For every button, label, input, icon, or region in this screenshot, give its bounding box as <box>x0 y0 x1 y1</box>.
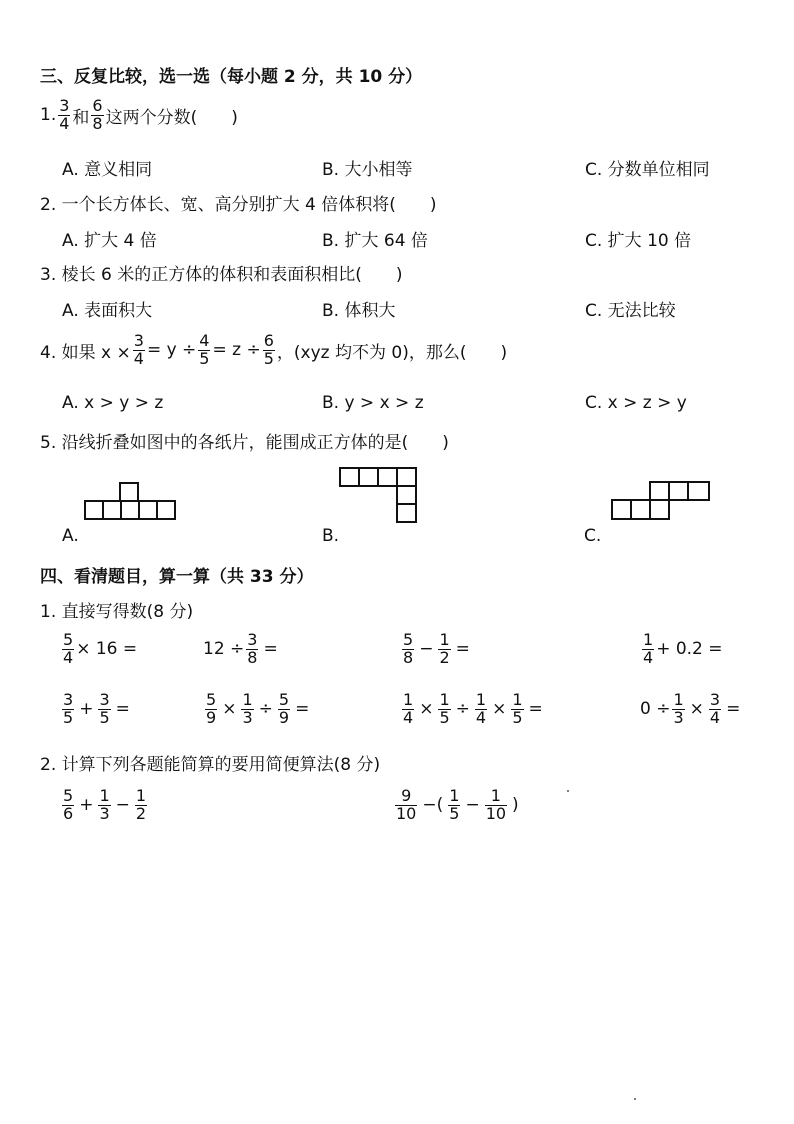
numerator: 3 <box>59 96 70 115</box>
numerator: 1 <box>512 690 523 709</box>
net-square <box>650 500 669 519</box>
denominator: 8 <box>247 647 258 667</box>
denominator: 5 <box>449 803 460 823</box>
q4-option-a[interactable]: A. x > y > z <box>62 393 164 413</box>
expr-pre: 12 ÷ <box>203 639 245 660</box>
denominator: 2 <box>135 803 147 823</box>
q4-option-c[interactable]: C. x > z > y <box>585 393 687 413</box>
denominator: 3 <box>673 707 684 727</box>
numerator: 1 <box>673 690 684 709</box>
denominator: 3 <box>242 707 253 727</box>
section-3-title: 三、反复比较，选一选（每小题 2 分，共 10 分） <box>40 67 423 87</box>
fraction-4-5 <box>198 333 210 368</box>
fraction-3-8 <box>246 632 258 667</box>
fraction-1-3 <box>98 788 110 823</box>
close-paren: ) <box>512 795 519 816</box>
expr-2-2 <box>203 692 312 727</box>
denominator: 6 <box>63 803 74 823</box>
denominator: 2 <box>439 647 450 667</box>
q1-text: 这两个分数( ) <box>105 107 238 128</box>
fraction-6-5 <box>263 333 275 368</box>
denominator: 10 <box>396 803 417 823</box>
minus: − <box>419 639 434 660</box>
fraction-5-4 <box>62 632 74 667</box>
scan-speck <box>567 790 569 792</box>
fraction-5-6 <box>62 788 74 823</box>
numerator: 1 <box>242 690 253 709</box>
net-square <box>669 482 688 500</box>
numerator: 6 <box>92 96 103 115</box>
equals: = <box>455 639 470 660</box>
equals: = <box>115 699 130 720</box>
numerator: 5 <box>63 630 74 649</box>
fraction-1-3 <box>672 692 684 727</box>
net-square <box>85 501 103 519</box>
numerator: 1 <box>643 630 654 649</box>
calc-expr-2 <box>393 788 522 823</box>
minus-open-paren: −( <box>422 795 444 816</box>
denominator: 8 <box>92 113 103 133</box>
expr-rest: + 0.2 = <box>656 639 723 660</box>
q3-option-b[interactable]: B. 体积大 <box>322 301 396 321</box>
minus: − <box>115 795 130 816</box>
denominator: 5 <box>263 348 274 368</box>
denominator: 4 <box>59 113 70 133</box>
q1-option-c[interactable]: C. 分数单位相同 <box>585 160 710 180</box>
q2-option-c[interactable]: C. 扩大 10 倍 <box>585 231 692 251</box>
q5-label-b[interactable]: B. <box>322 526 340 546</box>
denominator: 4 <box>133 348 144 368</box>
numerator: 6 <box>263 331 274 350</box>
denominator: 4 <box>63 647 74 667</box>
denominator: 9 <box>206 707 217 727</box>
divide: ÷ <box>258 699 273 720</box>
numerator: 1 <box>449 786 460 805</box>
q1-option-a[interactable]: A. 意义相同 <box>62 160 153 180</box>
numerator: 1 <box>439 630 450 649</box>
numerator: 9 <box>401 786 412 805</box>
times: × <box>492 699 507 720</box>
q1-option-b[interactable]: B. 大小相等 <box>322 160 413 180</box>
q4-option-b[interactable]: B. y > x > z <box>322 393 424 413</box>
cube-net-b <box>339 467 419 523</box>
fraction-1-5 <box>511 692 523 727</box>
numerator: 3 <box>247 630 258 649</box>
equals: = <box>528 699 543 720</box>
expr-1-3 <box>400 632 473 667</box>
q1-number: 1. <box>40 105 57 126</box>
denominator: 10 <box>485 803 507 823</box>
fraction-1-2 <box>438 632 450 667</box>
equals: = <box>295 699 310 720</box>
equals: = <box>726 699 741 720</box>
divide: ÷ <box>455 699 470 720</box>
q4-suffix: ，(xyz 均不为 0)，那么( ) <box>276 342 508 363</box>
net-square <box>631 500 650 519</box>
denominator: 4 <box>403 707 414 727</box>
numerator: 5 <box>206 690 217 709</box>
fraction-6-8 <box>91 98 103 133</box>
fraction-1-4 <box>475 692 487 727</box>
net-square <box>650 482 669 500</box>
fraction-1-3 <box>241 692 253 727</box>
expr-1-4 <box>640 632 723 667</box>
question-2: 2. 一个长方体长、宽、高分别扩大 4 倍体积将( ) <box>40 195 437 215</box>
question-3: 3. 棱长 6 米的正方体的体积和表面积相比( ) <box>40 265 403 285</box>
expr-1-2 <box>203 632 281 667</box>
net-square <box>157 501 175 519</box>
net-square <box>688 482 709 500</box>
question-5: 5. 沿线折叠如图中的各纸片，能围成正方体的是( ) <box>40 433 449 453</box>
plus: + <box>79 795 94 816</box>
q3-option-c[interactable]: C. 无法比较 <box>585 301 676 321</box>
fraction-1-4 <box>642 632 654 667</box>
fraction-3-4 <box>58 98 70 133</box>
net-square <box>378 468 397 486</box>
denominator: 5 <box>512 707 523 727</box>
numerator: 5 <box>403 630 414 649</box>
section-4-title: 四、看清题目，算一算（共 33 分） <box>40 567 314 587</box>
denominator: 3 <box>99 803 110 823</box>
cube-net-c <box>611 481 713 521</box>
net-square <box>397 468 416 486</box>
expr-2-1 <box>60 692 133 727</box>
numerator: 1 <box>135 786 147 805</box>
numerator: 5 <box>278 690 290 709</box>
q4-prefix: 4. 如果 x × <box>40 342 131 363</box>
numerator: 5 <box>63 786 74 805</box>
net-square <box>340 468 359 486</box>
fraction-1-5 <box>438 692 450 727</box>
denominator: 5 <box>439 707 450 727</box>
cube-net-a <box>84 482 178 520</box>
calc-expr-1 <box>60 788 149 823</box>
numerator: 1 <box>490 786 501 805</box>
denominator: 5 <box>63 707 74 727</box>
net-square <box>397 504 416 522</box>
times: × <box>689 699 704 720</box>
numerator: 1 <box>403 690 414 709</box>
expr-pre: 0 ÷ <box>640 699 671 720</box>
numerator: 1 <box>99 786 110 805</box>
numerator: 1 <box>475 690 487 709</box>
numerator: 3 <box>709 690 721 709</box>
net-square <box>359 468 378 486</box>
expr-2-3 <box>400 692 546 727</box>
denominator: 9 <box>278 707 290 727</box>
numerator: 4 <box>199 331 210 350</box>
expr-2-4 <box>640 692 743 727</box>
q5-label-a[interactable]: A. <box>62 526 79 546</box>
net-square <box>103 501 121 519</box>
fraction-3-4 <box>709 692 721 727</box>
numerator: 3 <box>133 331 144 350</box>
fraction-3-5 <box>62 692 74 727</box>
part-1-title: 1. 直接写得数(8 分) <box>40 602 194 622</box>
denominator: 4 <box>709 707 721 727</box>
denominator: 4 <box>643 647 654 667</box>
numerator: 3 <box>63 690 74 709</box>
denominator: 8 <box>403 647 414 667</box>
plus: + <box>79 699 94 720</box>
net-square <box>139 501 157 519</box>
numerator: 1 <box>439 690 450 709</box>
q4-mid1: = y ÷ <box>146 340 197 361</box>
fraction-9-10 <box>395 788 417 823</box>
fraction-1-5 <box>448 788 460 823</box>
expr-1-1 <box>60 632 137 667</box>
equals: = <box>263 639 278 660</box>
net-square <box>612 500 631 519</box>
question-1 <box>40 98 238 133</box>
times: × <box>222 699 237 720</box>
q2-option-b[interactable]: B. 扩大 64 倍 <box>322 231 428 251</box>
q1-and: 和 <box>72 107 90 128</box>
part-2-title: 2. 计算下列各题能简算的要用简便算法(8 分) <box>40 755 381 775</box>
denominator: 5 <box>99 707 110 727</box>
fraction-5-8 <box>402 632 414 667</box>
times: × <box>419 699 434 720</box>
question-4 <box>40 333 507 368</box>
denominator: 4 <box>475 707 487 727</box>
q5-label-c[interactable]: C. <box>584 526 602 546</box>
q2-option-a[interactable]: A. 扩大 4 倍 <box>62 231 157 251</box>
minus: − <box>465 795 480 816</box>
fraction-5-9 <box>205 692 217 727</box>
net-square <box>397 486 416 504</box>
fraction-1-10 <box>485 788 507 823</box>
scan-speck <box>634 1098 636 1100</box>
denominator: 5 <box>199 348 210 368</box>
net-square <box>120 483 138 501</box>
fraction-1-2 <box>135 788 147 823</box>
fraction-3-5 <box>98 692 110 727</box>
net-square <box>121 501 139 519</box>
fraction-3-4 <box>133 333 145 368</box>
numerator: 3 <box>99 690 110 709</box>
q3-option-a[interactable]: A. 表面积大 <box>62 301 153 321</box>
q4-mid2: = z ÷ <box>212 340 261 361</box>
expr-rest: × 16 = <box>76 639 138 660</box>
fraction-1-4 <box>402 692 414 727</box>
fraction-5-9 <box>278 692 290 727</box>
